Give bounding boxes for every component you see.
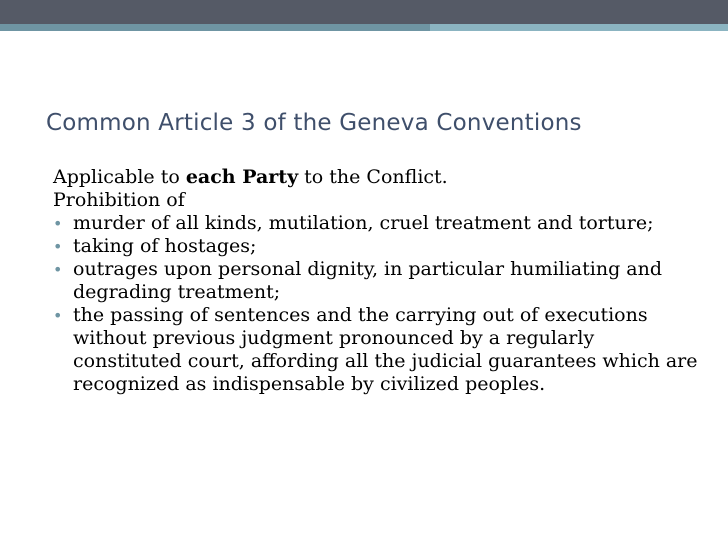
accent-bar-left: [0, 24, 430, 31]
intro-line: [53, 166, 703, 189]
accent-bar-right: [430, 24, 728, 31]
bullet-icon: •: [53, 214, 63, 233]
list-item: [53, 304, 703, 396]
intro-prefix: Applicable to: [53, 166, 186, 188]
bullet-icon: •: [53, 237, 63, 256]
slide-title: Common Article 3 of the Geneva Conventions: [46, 110, 582, 136]
intro-suffix: to the Conflict.: [298, 166, 448, 188]
bullet-icon: •: [53, 306, 63, 325]
prohibition-list: [53, 212, 703, 396]
prohibition-heading: Prohibition of: [53, 189, 185, 211]
list-item-text: the passing of sentences and the carrying out of executions without previous judgment pronounced by a regularly constituted court, affording all the judicial guarantees which are recognized as indispensable by civilized peoples.: [73, 304, 698, 395]
slide-body: [53, 166, 703, 396]
list-item: [53, 235, 703, 258]
intro-bold: each Party: [185, 166, 299, 188]
list-item: [53, 212, 703, 235]
list-item-text: murder of all kinds, mutilation, cruel treatment and torture;: [73, 212, 654, 234]
top-header-bar: [0, 0, 728, 24]
bullet-icon: •: [53, 260, 63, 279]
list-item-text: outrages upon personal dignity, in particular humiliating and degrading treatment;: [73, 258, 662, 303]
list-item: [53, 258, 703, 304]
list-item-text: taking of hostages;: [73, 235, 257, 257]
